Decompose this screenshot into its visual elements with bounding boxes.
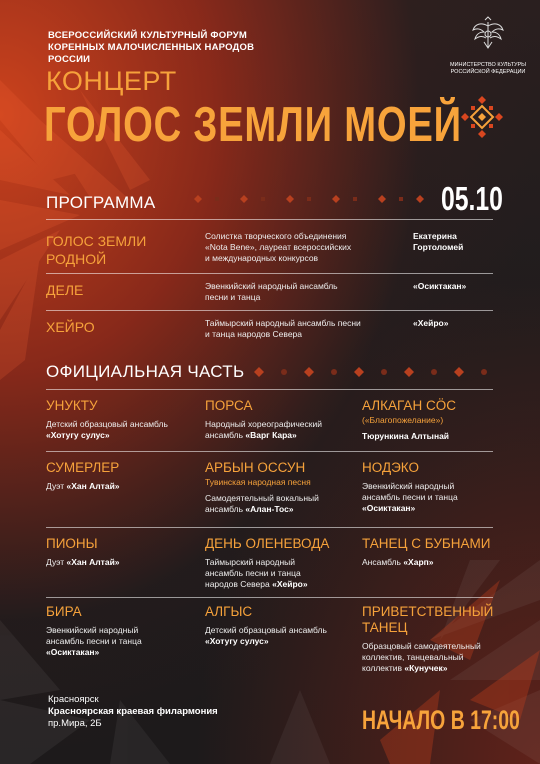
ministry-logo: МИНИСТЕРСТВО КУЛЬТУРЫ РОССИЙСКОЙ ФЕДЕРАЦИИ <box>448 16 528 75</box>
official-item: НОДЭКО Эвенкийский народный ансамбль песни и танца «Осиктакан» <box>362 460 458 513</box>
official-item: АЛКАГАН СӦС («Благопожелание») Тюрункина Алтынай <box>362 398 456 441</box>
official-item: ДЕНЬ ОЛЕНЕВОДА Таймырский народный ансамбль песни и танца народов Севера «Хейро» <box>205 536 330 589</box>
ornament-row-icon <box>190 193 425 205</box>
official-item: БИРА Эвенкийский народный ансамбль песни и танца «Осиктакан» <box>46 604 142 657</box>
official-item: АЛГЫС Детский образцовый ансамбль «Хотугу сулус» <box>205 604 327 646</box>
program-item-name: ГОЛОС ЗЕМЛИ РОДНОЙ <box>46 233 147 267</box>
program-item-name: ХЕЙРО <box>46 319 95 335</box>
official-item: ПИОНЫ Дуэт «Хан Алтай» <box>46 536 120 567</box>
program-item-desc: Солистка творческого объединения «Nota Bene», лауреат всероссийских и международных конкурсов <box>205 231 352 263</box>
start-time: НАЧАЛО В 17:00 <box>362 705 520 735</box>
divider <box>46 310 493 311</box>
divider <box>46 597 493 598</box>
official-title: ОФИЦИАЛЬНАЯ ЧАСТЬ <box>46 362 245 381</box>
program-title: ПРОГРАММА <box>46 193 156 212</box>
concert-label: КОНЦЕРТ <box>46 66 177 96</box>
official-item: ПОРСА Народный хореографический ансамбль «Варг Кара» <box>205 398 322 440</box>
divider <box>46 219 493 220</box>
ornament-row-icon <box>252 365 492 379</box>
program-item-name: ДЕЛЕ <box>46 282 84 298</box>
official-item: АРБЫН ОССУН Тувинская народная песня Самодеятельный вокальный ансамбль «Алан-Тос» <box>205 460 319 514</box>
program-item-desc: Таймырский народный ансамбль песни и танца народов Севера <box>205 318 361 339</box>
divider <box>46 527 493 528</box>
program-item-performer: «Хейро» <box>413 318 449 328</box>
official-item: ТАНЕЦ С БУБНАМИ Ансамбль «Харп» <box>362 536 491 567</box>
ornament-diamond-icon <box>459 94 505 140</box>
official-item: УНУКТУ Детский образцовый ансамбль «Хотугу сулус» <box>46 398 168 440</box>
official-item: СУМЕРЛЕР Дуэт «Хан Алтай» <box>46 460 120 491</box>
concert-date: 05.10 <box>441 180 503 217</box>
program-item-desc: Эвенкийский народный ансамбль песни и танца <box>205 281 338 302</box>
divider <box>46 389 493 390</box>
forum-title: ВСЕРОССИЙСКИЙ КУЛЬТУРНЫЙ ФОРУМ КОРЕННЫХ МАЛОЧИСЛЕННЫХ НАРОДОВ РОССИИ <box>48 30 255 65</box>
divider <box>46 273 493 274</box>
official-item: ПРИВЕТСТВЕННЫЙ ТАНЕЦ Образцовый самодеятельный коллектив, танцевальный коллектив «Кунучек» <box>362 604 494 673</box>
program-item-performer: Екатерина Гортоломей <box>413 231 464 252</box>
divider <box>46 451 493 452</box>
program-item-performer: «Осиктакан» <box>413 281 467 291</box>
page-title: ГОЛОС ЗЕМЛИ МОЕЙ <box>44 98 462 152</box>
venue-info: Красноярск Красноярская краевая филармония пр.Мира, 2Б <box>48 694 218 729</box>
double-headed-eagle-icon <box>469 16 507 54</box>
